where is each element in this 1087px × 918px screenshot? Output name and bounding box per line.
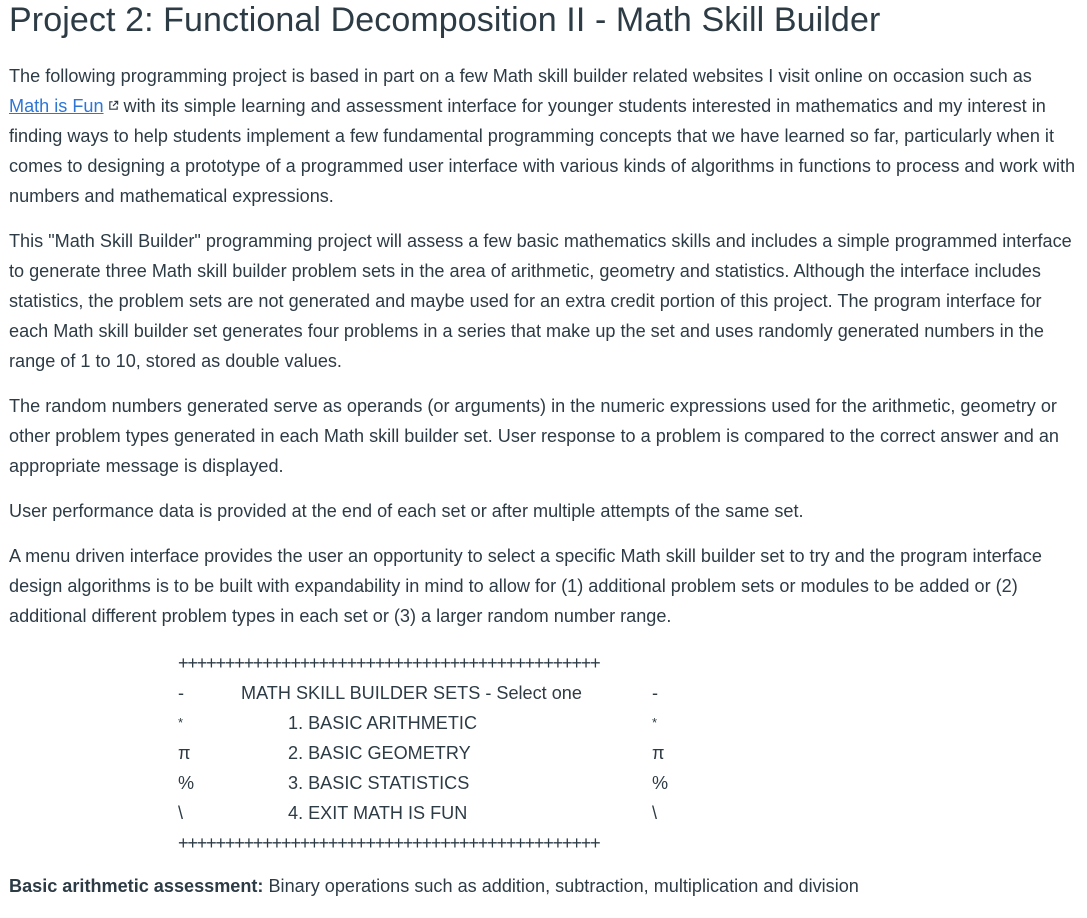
- basic-arithmetic-text: Binary operations such as addition, subtraction, multiplication and division: [263, 876, 859, 896]
- menu-header-row: [178, 678, 668, 708]
- math-is-fun-link[interactable]: Math is Fun: [9, 96, 104, 116]
- menu-item-left-symbol: \: [178, 803, 184, 823]
- performance-paragraph: User performance data is provided at the end of each set or after multiple attempts of the same set.: [9, 501, 804, 521]
- menu-item-label: 2. BASIC GEOMETRY: [288, 743, 471, 763]
- intro-paragraph: [9, 61, 1077, 211]
- external-link-icon[interactable]: [108, 100, 119, 111]
- menu-item-left-symbol: %: [178, 773, 195, 793]
- menu-header-left-symbol: -: [178, 683, 185, 703]
- basic-arithmetic-heading: Basic arithmetic assessment:: [9, 876, 264, 896]
- menu-border-bottom: +++++++++++++++++++++++++++++++++++++++++++++: [178, 833, 600, 853]
- intro-text-after-link: with its simple learning and assessment interface for younger students interested in mathematics and my interest in finding ways to help students implement a few fundamental programming concepts that we have learned so far, particularly when it comes to designing a prototype of a programmed user interface with various kinds of algorithms in functions to process and work with numbers and mathematical expressions.: [9, 96, 1076, 206]
- menu-description-paragraph: A menu driven interface provides the user an opportunity to select a specific Math skill builder set to try and the program interface design algorithms is to be built with expandability in mind to allow for (1) additional problem sets or modules to be added or (2) additional different problem types in each set or (3) a larger random number range.: [9, 546, 1042, 626]
- menu-item-geometry: [178, 738, 668, 768]
- menu-header-right-symbol: -: [652, 683, 659, 703]
- menu-item-statistics: [178, 768, 668, 798]
- basic-arithmetic-paragraph: [9, 871, 859, 901]
- intro-text-before-link: The following programming project is based in part on a few Math skill builder related websites I visit online on occasion such as: [9, 66, 1032, 86]
- page-title: Project 2: Functional Decomposition II - Math Skill Builder: [9, 1, 881, 39]
- menu-item-arithmetic: [178, 708, 668, 738]
- menu-item-right-symbol: %: [652, 773, 669, 793]
- overview-paragraph: This "Math Skill Builder" programming project will assess a few basic mathematics skills and includes a simple programmed interface to generate three Math skill builder problem sets in the area of arithmetic, geometry and statistics. Although the interface includes statistics, the problem sets are not generated and maybe used for an extra credit portion of this project. The program interface for each Math skill builder set generates four problems in a series that make up the set and uses randomly generated numbers in the range of 1 to 10, stored as double values.: [9, 231, 1072, 371]
- menu-item-right-symbol: *: [652, 715, 658, 730]
- menu-item-label: 3. BASIC STATISTICS: [288, 773, 470, 793]
- menu-border-top: +++++++++++++++++++++++++++++++++++++++++++++: [178, 653, 600, 673]
- menu-item-right-symbol: π: [652, 743, 665, 763]
- menu-item-label: 4. EXIT MATH IS FUN: [288, 803, 468, 823]
- menu-item-left-symbol: *: [178, 715, 184, 730]
- menu-item-right-symbol: \: [652, 803, 658, 823]
- operands-paragraph: The random numbers generated serve as operands (or arguments) in the numeric expressions used for the arithmetic, geometry or other problem types generated in each Math skill builder set. User response to a problem is compared to the correct answer and an appropriate message is displayed.: [9, 396, 1059, 476]
- menu-item-left-symbol: π: [178, 743, 191, 763]
- menu-item-exit: [178, 798, 668, 828]
- menu-item-label: 1. BASIC ARITHMETIC: [288, 713, 478, 733]
- menu-mockup: [178, 648, 668, 858]
- menu-header-label: MATH SKILL BUILDER SETS - Select one: [241, 683, 582, 703]
